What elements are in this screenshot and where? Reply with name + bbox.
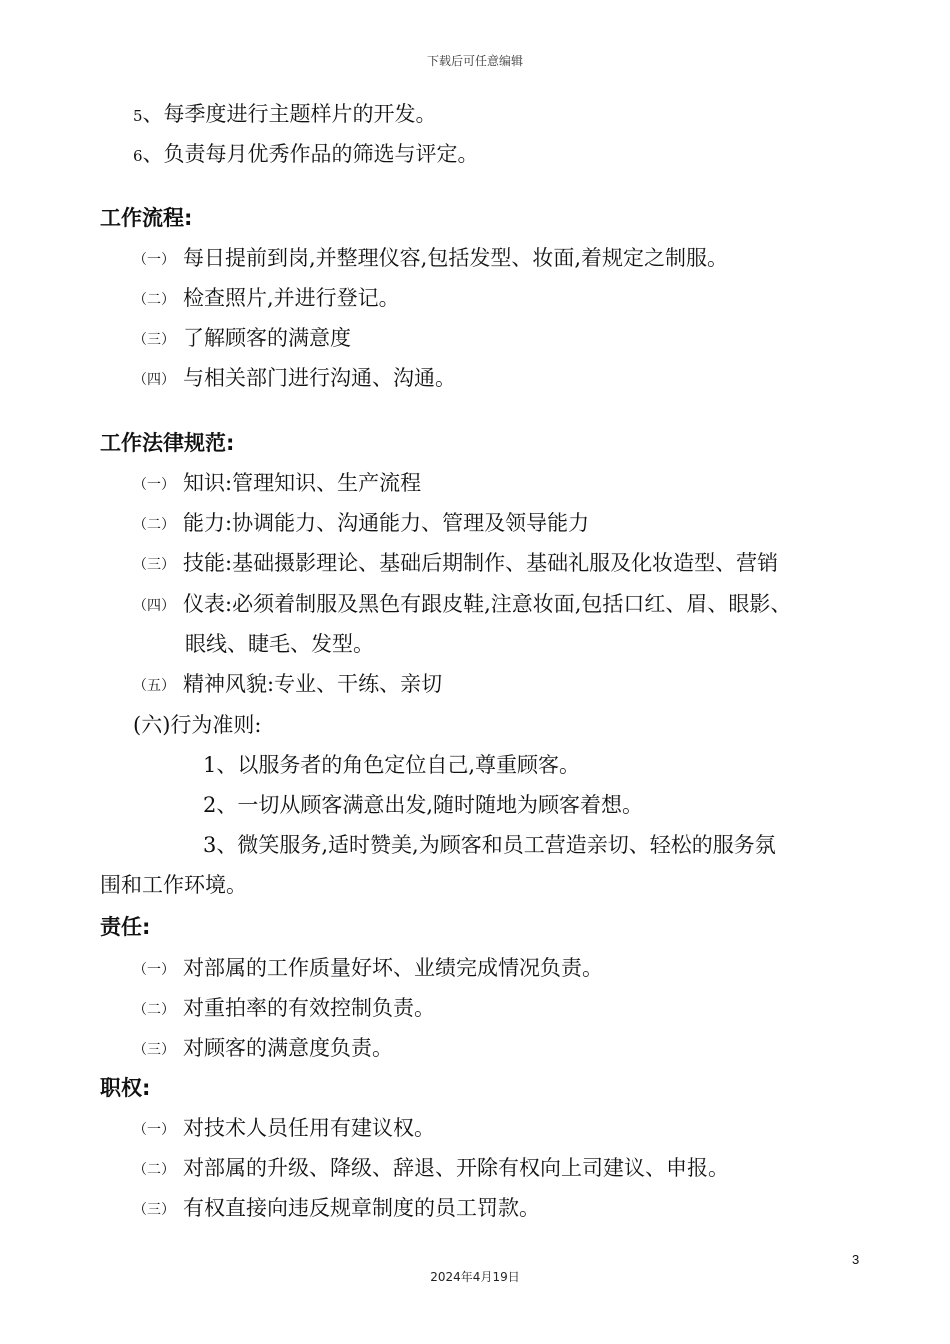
workflow-item	[133, 364, 456, 394]
footer-date: 2024年4月19日	[430, 1270, 520, 1284]
item-text: 技能:基础摄影理论、基础后期制作、基础礼服及化妆造型、营销	[183, 551, 779, 575]
item-text: 对重拍率的有效控制负责。	[183, 996, 435, 1020]
item-text: 能力:协调能力、沟通能力、管理及领导能力	[183, 511, 590, 535]
norms-item	[133, 670, 442, 700]
workflow-heading: 工作流程:	[100, 206, 193, 230]
item-number: 5	[133, 107, 143, 125]
conduct-rule-continuation: 围和工作环境。	[100, 873, 247, 897]
item-number: （四）	[133, 372, 175, 388]
item-text: 仪表:必须着制服及黑色有跟皮鞋,注意妆面,包括口红、眉、眼影、	[183, 592, 792, 616]
item-text: 有权直接向违反规章制度的员工罚款。	[183, 1196, 540, 1220]
item-number: （二）	[133, 1162, 175, 1178]
conduct-rule: 3、微笑服务,适时赞美,为顾客和员工营造亲切、轻松的服务氛	[203, 833, 776, 857]
item-text: 了解顾客的满意度	[183, 326, 351, 350]
item-number: （三）	[133, 1042, 175, 1058]
item-number: （一）	[133, 962, 175, 978]
norms-heading: 工作法律规范:	[100, 431, 235, 455]
item-number: （二）	[133, 1002, 175, 1018]
workflow-item	[133, 284, 400, 314]
conduct-title: (六)行为准则:	[133, 713, 262, 737]
item-text: 、负责每月优秀作品的筛选与评定。	[142, 142, 479, 166]
item-text: 每日提前到岗,并整理仪容,包括发型、妆面,着规定之制服。	[183, 246, 729, 270]
norms-item	[133, 469, 421, 499]
workflow-item	[133, 244, 728, 274]
norms-item	[133, 549, 778, 579]
intro-item-5	[133, 100, 437, 130]
authority-item	[133, 1194, 540, 1224]
responsibility-heading: 责任:	[100, 915, 151, 939]
item-number: （五）	[133, 678, 175, 694]
authority-heading: 职权:	[100, 1076, 151, 1100]
norms-item	[133, 509, 589, 539]
item-number: （一）	[133, 477, 175, 493]
item-number: 6	[133, 147, 143, 165]
item-number: （三）	[133, 1202, 175, 1218]
item-number: （一）	[133, 1122, 175, 1138]
responsibility-item	[133, 994, 435, 1024]
item-number: （二）	[133, 292, 175, 308]
item-number: （三）	[133, 557, 175, 573]
norms-item-continuation: 眼线、睫毛、发型。	[185, 632, 374, 656]
page-header: 下载后可任意编辑	[426, 54, 523, 68]
responsibility-item	[133, 954, 603, 984]
item-text: 精神风貌:专业、干练、亲切	[183, 672, 443, 696]
item-text: 对技术人员任用有建议权。	[183, 1116, 435, 1140]
page-number: 3	[852, 1252, 860, 1267]
authority-item	[133, 1114, 435, 1144]
item-number: （二）	[133, 517, 175, 533]
item-text: 对顾客的满意度负责。	[183, 1036, 393, 1060]
intro-item-6	[133, 140, 479, 170]
authority-item	[133, 1154, 729, 1184]
conduct-rule: 2、一切从顾客满意出发,随时随地为顾客着想。	[203, 793, 644, 817]
item-number: （四）	[133, 598, 175, 614]
responsibility-item	[133, 1034, 393, 1064]
item-number: （一）	[133, 252, 175, 268]
norms-item	[133, 590, 791, 620]
item-text: 检查照片,并进行登记。	[183, 286, 400, 310]
item-number: （三）	[133, 332, 175, 348]
item-text: 知识:管理知识、生产流程	[183, 471, 422, 495]
item-text: 与相关部门进行沟通、沟通。	[183, 366, 456, 390]
conduct-rule: 1、以服务者的角色定位自己,尊重顾客。	[203, 753, 581, 777]
item-text: 、每季度进行主题样片的开发。	[142, 102, 437, 126]
item-text: 对部属的升级、降级、辞退、开除有权向上司建议、申报。	[183, 1156, 729, 1180]
item-text: 对部属的工作质量好坏、业绩完成情况负责。	[183, 956, 603, 980]
workflow-item	[133, 324, 351, 354]
